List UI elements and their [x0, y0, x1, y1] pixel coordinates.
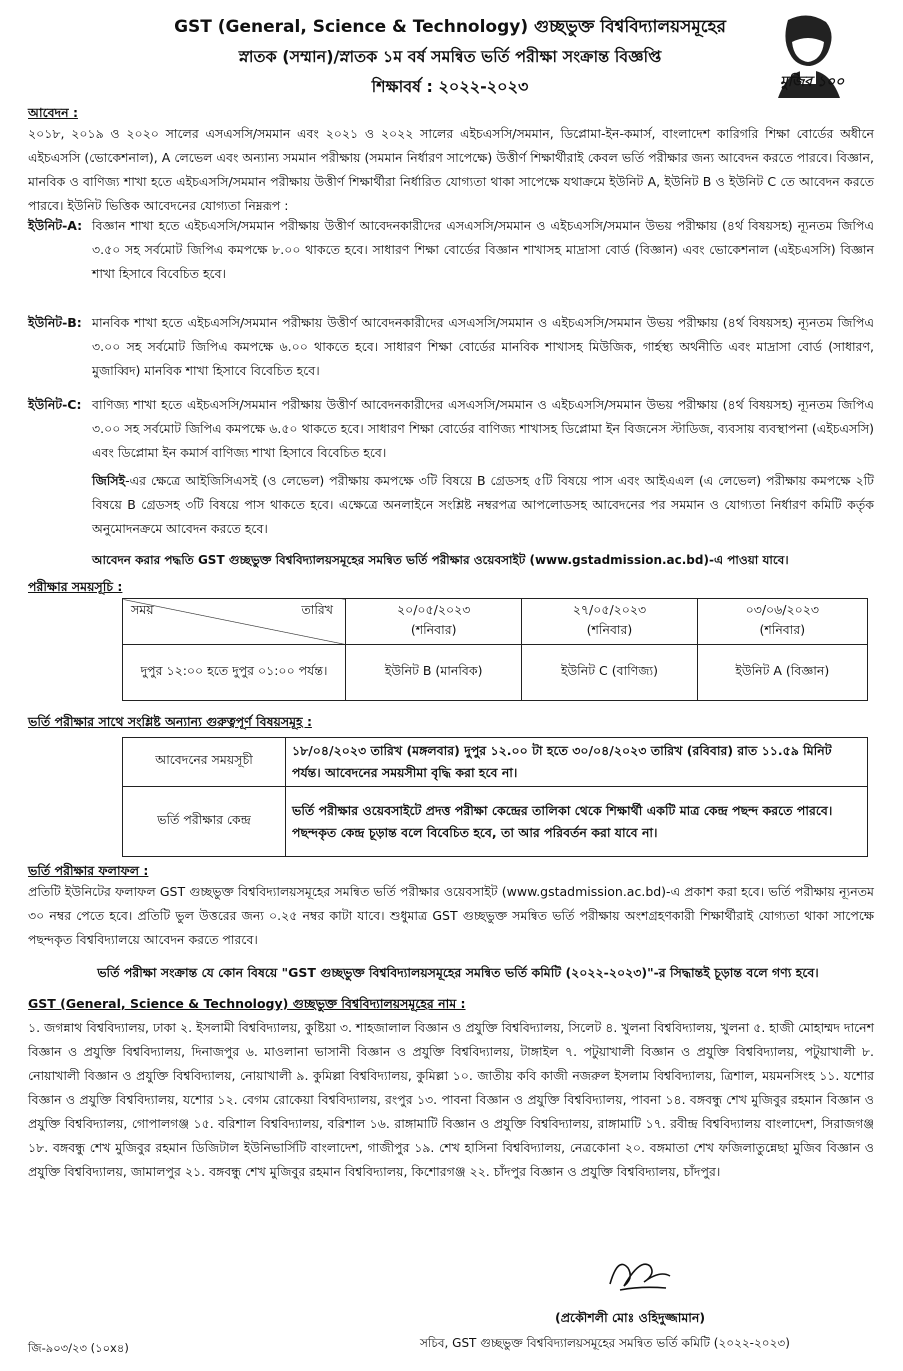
result-heading: ভর্তি পরীক্ষার ফলাফল :: [28, 863, 149, 878]
unit-a-text: বিজ্ঞান শাখা হতে এইচএসসি/সমমান পরীক্ষায় উত্তীর্ণ আবেদনকারীদের এসএসসি/সমমান ও এইচএসসি/সমমান উভয় পরীক্ষায় (৪র্থ বিষয়সহ) ন্যূনতম জিপিএ ৩.৫০ সহ সর্বমোট জিপিএ কমপক্ষে ৮.০০ থাকতে হবে। সাধারণ শিক্ষা বোর্ডের বিজ্ঞান শাখাসহ মাদ্রাসা বোর্ড (বিজ্ঞান) এবং ভোকেশনাল (এইচএসসি) বিজ্ঞান শাখা হিসাবে বিবেচিত হবে।: [92, 218, 874, 281]
header-session: শিক্ষাবর্ষ : ২০২২-২০২৩: [371, 77, 529, 96]
signature-icon: [600, 1248, 680, 1298]
application-intro: ২০১৮, ২০১৯ ও ২০২০ সালের এসএসসি/সমমান এবং ২০২১ ও ২০২২ সালের এইচএসসি/সমমান, ডিপ্লোমা-ইন-কমার্স, বাংলাদেশ কারিগরি শিক্ষা বোর্ডের অধীনে এইচএসসি (ভোকেশনাল), A লেভেল এবং অন্যান্য সমমান পরীক্ষায় (সমমান নির্ধারণ সাপেক্ষে) উত্তীর্ণ শিক্ষার্থীরাই কেবল ভর্তি পরীক্ষার জন্য আবেদন করতে পারবে। বিজ্ঞান, মানবিক ও বাণিজ্য শাখা হতে এইচএসসি/সমমান পরীক্ষায় উত্তীর্ণ শিক্ষার্থীরা নির্ধারিত যোগ্যতা থাকা সাপেক্ষে যথাক্রমে ইউনিট A, ইউনিট B ও ইউনিট C তে আবেদন করতে পারবে। ইউনিট ভিত্তিক আবেদনের যোগ্যতা নিম্নরূপ :: [28, 126, 874, 213]
other-info-table: [122, 737, 868, 857]
schedule-unit-3: ইউনিট A (বিজ্ঞান): [697, 645, 867, 701]
corner-time-label: সময়: [131, 602, 154, 617]
schedule-heading: পরীক্ষার সময়সূচি :: [28, 579, 123, 594]
application-method: আবেদন করার পদ্ধতি GST গুচ্ছভুক্ত বিশ্ববিদ্যালয়সমূহের সমন্বিত ভর্তি পরীক্ষার ওয়েবসাইট (www.gstadmission.ac.bd)-এ পাওয়া যাবে।: [92, 553, 789, 567]
application-period-label: আবেদনের সময়সূচী: [123, 738, 286, 787]
schedule-date-1: [346, 599, 522, 645]
unit-c-label: ইউনিট-C:: [28, 397, 82, 412]
unit-b-text: মানবিক শাখা হতে এইচএসসি/সমমান পরীক্ষায় উত্তীর্ণ আবেদনকারীদের এসএসসি/সমমান ও এইচএসসি/সমমান উভয় পরীক্ষায় (৪র্থ বিষয়সহ) ন্যূনতম জিপিএ ৩.০০ সহ সর্বমোট জিপিএ কমপক্ষে ৬.০০ থাকতে হবে। সাধারণ শিক্ষা বোর্ডের মানবিক শাখাসহ মিউজিক, গার্হস্থ্য অর্থনীতি এবং মাদ্রাসা বোর্ড (সাধারণ, মুজাব্বিদ) মানবিক শাখা হিসাবে বিবেচিত হবে।: [92, 315, 874, 378]
day-3: (শনিবার): [759, 621, 806, 637]
schedule-corner-cell: [123, 599, 346, 645]
unit-a-label: ইউনিট-A:: [28, 218, 83, 233]
result-text: প্রতিটি ইউনিটের ফলাফল GST গুচ্ছভুক্ত বিশ্ববিদ্যালয়সমূহের সমন্বিত ভর্তি পরীক্ষার ওয়েবসাইট (www.gstadmission.ac.bd)-এ প্রকাশ করা হবে। ভর্তি পরীক্ষায় ন্যূনতম ৩০ নম্বর পেতে হবে। প্রতিটি ভুল উত্তরের জন্য ০.২৫ নম্বর কাটা যাবে। শুধুমাত্র GST গুচ্ছভুক্ত সমন্বিত ভর্তি পরীক্ষায় অংশগ্রহণকারী শিক্ষার্থীরাই যোগ্যতা থাকা সাপেক্ষে পছন্দকৃত বিশ্ববিদ্যালয়ে আবেদন করতে পারবে।: [28, 884, 874, 947]
signature-name: (প্রকৌশলী মোঃ ওহিদুজ্জামান): [555, 1310, 706, 1325]
header-line-2: স্নাতক (সম্মান)/স্নাতক ১ম বর্ষ সমন্বিত ভর্তি পরীক্ষা সংক্রান্ত বিজ্ঞপ্তি: [238, 47, 662, 66]
date-1: ২০/০৫/২০২৩: [396, 601, 471, 617]
logo-caption: মুজিব ১০০: [780, 74, 845, 90]
unit-b-label: ইউনিট-B:: [28, 315, 82, 330]
footer-code: জি-৯০৩/২৩ (১০x৪): [28, 1341, 129, 1355]
day-1: (শনিবার): [410, 621, 457, 637]
date-2: ২৭/০৫/২০২৩: [572, 601, 647, 617]
date-3: ০৩/০৬/২০২৩: [745, 601, 820, 617]
application-heading: আবেদন :: [28, 105, 78, 120]
final-decision-note: ভর্তি পরীক্ষা সংক্রান্ত যে কোন বিষয়ে "GST গুচ্ছভুক্ত বিশ্ববিদ্যালয়সমূহের সমন্বিত ভর্তি কমিটি (২০২২-২০২৩)"-র সিদ্ধান্তই চূড়ান্ত বলে গণ্য হবে।: [97, 965, 819, 980]
gce-label: জিসিই: [92, 473, 126, 488]
gce-text: -এর ক্ষেত্রে আইজিসিএসই (ও লেভেল) পরীক্ষায় কমপক্ষে ৩টি বিষয়ে B গ্রেডসহ ৫টি বিষয়ে পাস এবং আইএএল (এ লেভেল) পরীক্ষায় কমপক্ষে ২টি বিষয়ে B গ্রেডসহ ৩টি বিষয়ে পাস থাকতে হবে। এক্ষেত্রে অনলাইনে সংশ্লিষ্ট নম্বরপত্র আপলোডসহ আবেদনের পর সমমান ও যোগ্যতা নির্ধারণ কমিটি কর্তৃক অনুমোদনক্রমে আবেদন করতে হবে।: [92, 473, 874, 536]
schedule-unit-1: ইউনিট B (মানবিক): [346, 645, 522, 701]
universities-heading: GST (General, Science & Technology) গুচ্ছভুক্ত বিশ্ববিদ্যালয়সমূহের নাম :: [28, 996, 466, 1011]
header-line-1: GST (General, Science & Technology) গুচ্ছভুক্ত বিশ্ববিদ্যালয়সমূহের: [174, 17, 726, 37]
signature-title: সচিব, GST গুচ্ছভুক্ত বিশ্ববিদ্যালয়সমূহের সমন্বিত ভর্তি কমিটি (২০২২-২০২৩): [420, 1336, 790, 1350]
schedule-date-2: [522, 599, 697, 645]
corner-date-label: তারিখ: [301, 602, 333, 617]
unit-c-text: বাণিজ্য শাখা হতে এইচএসসি/সমমান পরীক্ষায় উত্তীর্ণ আবেদনকারীদের এসএসসি/সমমান ও এইচএসসি/সমমান উভয় পরীক্ষায় (৪র্থ বিষয়সহ) ন্যূনতম জিপিএ ৩.০০ সহ সর্বমোট জিপিএ কমপক্ষে ৬.৫০ থাকতে হবে। সাধারণ শিক্ষা বোর্ডের বাণিজ্য শাখাসহ ডিপ্লোমা ইন বিজনেস স্টাডিজ, ব্যবসায় ব্যবস্থাপনা (এইচএসসি) এবং ডিপ্লোমা ইন কমার্স বাণিজ্য শাখা হিসাবে বিবেচিত হবে।: [92, 397, 874, 460]
exam-schedule-table: [122, 598, 868, 701]
exam-center-label: ভর্তি পরীক্ষার কেন্দ্র: [123, 787, 286, 857]
schedule-unit-2: ইউনিট C (বাণিজ্য): [522, 645, 697, 701]
universities-list: ১. জগন্নাথ বিশ্ববিদ্যালয়, ঢাকা ২. ইসলামী বিশ্ববিদ্যালয়, কুষ্টিয়া ৩. শাহজালাল বিজ্ঞান ও প্রযুক্তি বিশ্ববিদ্যালয়, সিলেট ৪. খুলনা বিশ্ববিদ্যালয়, খুলনা ৫. হাজী মোহাম্মদ দানেশ বিজ্ঞান ও প্রযুক্তি বিশ্ববিদ্যালয়, দিনাজপুর ৬. মাওলানা ভাসানী বিজ্ঞান ও প্রযুক্তি বিশ্ববিদ্যালয়, টাঙ্গাইল ৭. পটুয়াখালী বিজ্ঞান ও প্রযুক্তি বিশ্ববিদ্যালয়, পটুয়াখালী ৮. নোয়াখালী বিজ্ঞান ও প্রযুক্তি বিশ্ববিদ্যালয়, নোয়াখালী ৯. কুমিল্লা বিশ্ববিদ্যালয়, কুমিল্লা ১০. জাতীয় কবি কাজী নজরুল ইসলাম বিশ্ববিদ্যালয়, ত্রিশাল, ময়মনসিংহ ১১. যশোর বিজ্ঞান ও প্রযুক্তি বিশ্ববিদ্যালয়, যশোর ১২. বেগম রোকেয়া বিশ্ববিদ্যালয়, রংপুর ১৩. পাবনা বিজ্ঞান ও প্রযুক্তি বিশ্ববিদ্যালয়, পাবনা ১৪. বঙ্গবন্ধু শেখ মুজিবুর রহমান বিজ্ঞান ও প্রযুক্তি বিশ্ববিদ্যালয়, গোপালগঞ্জ ১৫. বরিশাল বিশ্ববিদ্যালয়, বরিশাল ১৬. রাঙ্গামাটি বিজ্ঞান ও প্রযুক্তি বিশ্ববিদ্যালয়, রাঙ্গামাটি ১৭. রবীন্দ্র বিশ্ববিদ্যালয় বাংলাদেশ, সিরাজগঞ্জ ১৮. বঙ্গবন্ধু শেখ মুজিবুর রহমান ডিজিটাল ইউনিভার্সিটি বাংলাদেশ, গাজীপুর ১৯. শেখ হাসিনা বিশ্ববিদ্যালয়, নেত্রকোনা ২০. বঙ্গমাতা শেখ ফজিলাতুন্নেছা মুজিব বিজ্ঞান ও প্রযুক্তি বিশ্ববিদ্যালয়, জামালপুর ২১. বঙ্গবন্ধু শেখ মুজিবুর রহমান বিশ্ববিদ্যালয়, কিশোরগঞ্জ ২২. চাঁদপুর বিজ্ঞান ও প্রযুক্তি বিশ্ববিদ্যালয়, চাঁদপুর।: [28, 1020, 874, 1179]
gce-paragraph: [92, 469, 874, 541]
schedule-time-cell: দুপুর ১২:০০ হতে দুপুর ০১:০০ পর্যন্ত।: [123, 645, 346, 701]
other-heading: ভর্তি পরীক্ষার সাথে সংশ্লিষ্ট অন্যান্য গুরুত্বপূর্ণ বিষয়সমূহ :: [28, 714, 312, 729]
exam-center-value: ভর্তি পরীক্ষার ওয়েবসাইটে প্রদত্ত পরীক্ষা কেন্দ্রের তালিকা থেকে শিক্ষার্থী একটি মাত্র কেন্দ্র পছন্দ করতে পারবে। পছন্দকৃত কেন্দ্র চূড়ান্ত বলে বিবেচিত হবে, তা আর পরিবর্তন করা যাবে না।: [286, 787, 868, 857]
day-2: (শনিবার): [586, 621, 633, 637]
schedule-date-3: [697, 599, 867, 645]
application-period-value: ১৮/০৪/২০২৩ তারিখ (মঙ্গলবার) দুপুর ১২.০০ টা হতে ৩০/০৪/২০২৩ তারিখ (রবিবার) রাত ১১.৫৯ মিনিট পর্যন্ত। আবেদনের সময়সীমা বৃদ্ধি করা হবে না।: [286, 738, 868, 787]
